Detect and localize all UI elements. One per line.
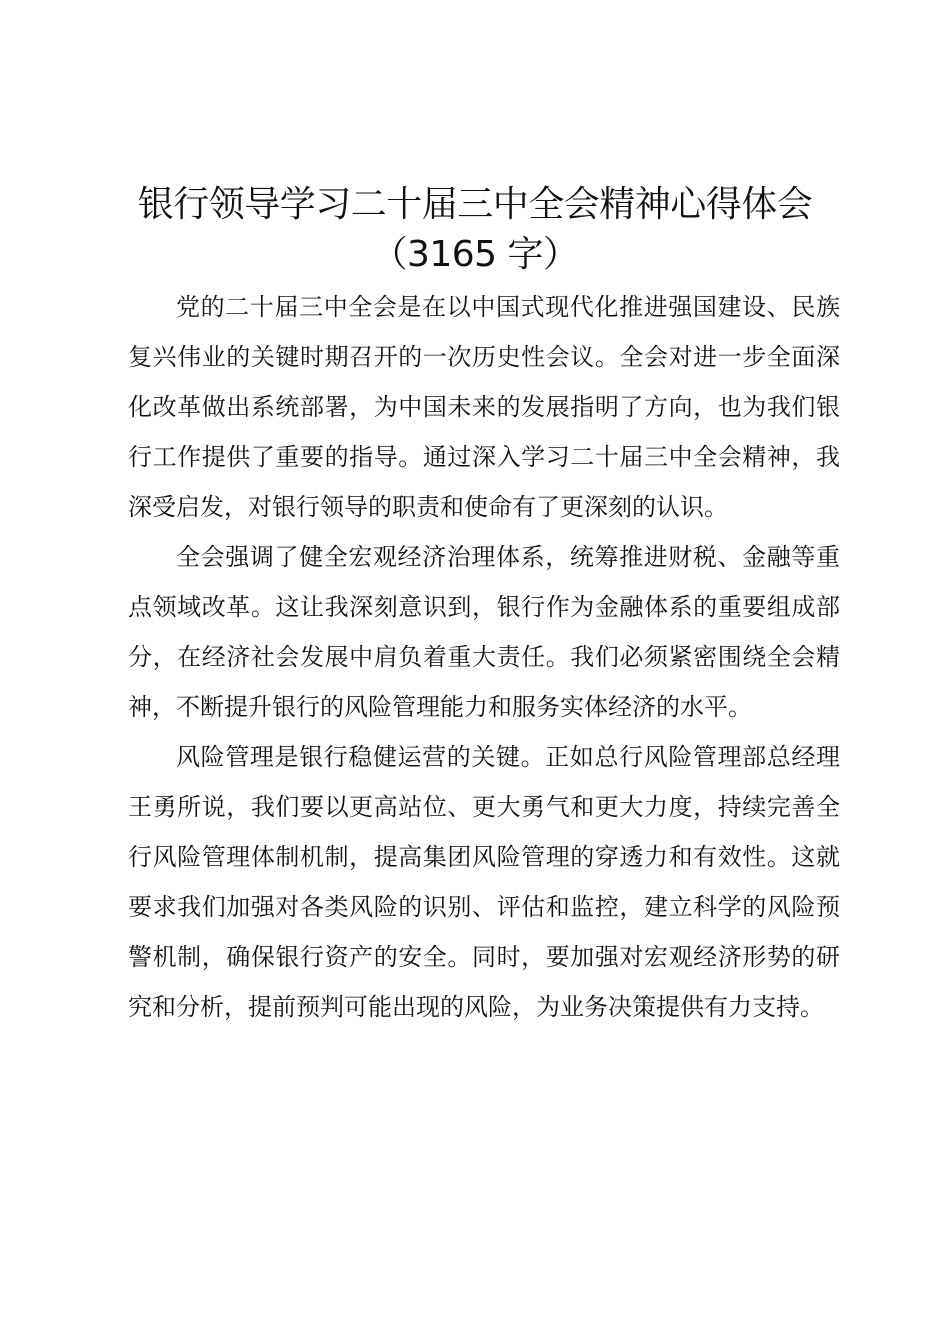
title-line-2: （3165 字） — [371, 234, 579, 275]
document-title — [100, 180, 850, 280]
paragraph-2: 全会强调了健全宏观经济治理体系，统筹推进财税、金融等重点领域改革。这让我深刻意识到，银行作为金融体系的重要组成部分，在经济社会发展中肩负着重大责任。我们必须紧密围绕全会精神，不断提升银行的风险管理能力和服务实体经济的水平。 — [128, 543, 840, 721]
paragraph-1: 党的二十届三中全会是在以中国式现代化推进强国建设、民族复兴伟业的关键时期召开的一次历史性会议。全会对进一步全面深化改革做出系统部署，为中国未来的发展指明了方向，也为我们银行工作提供了重要的指导。通过深入学习二十届三中全会精神，我深受启发，对银行领导的职责和使命有了更深刻的认识。 — [128, 293, 840, 521]
paragraph-3: 风险管理是银行稳健运营的关键。正如总行风险管理部总经理王勇所说，我们要以更高站位、更大勇气和更大力度，持续完善全行风险管理体制机制，提高集团风险管理的穿透力和有效性。这就要求我们加强对各类风险的识别、评估和监控，建立科学的风险预警机制，确保银行资产的安全。同时，要加强对宏观经济形势的研究和分析，提前预判可能出现的风险，为业务决策提供有力支持。 — [128, 743, 840, 1021]
document-body — [128, 282, 840, 1032]
title-line-1: 银行领导学习二十届三中全会精神心得体会 — [137, 184, 813, 225]
